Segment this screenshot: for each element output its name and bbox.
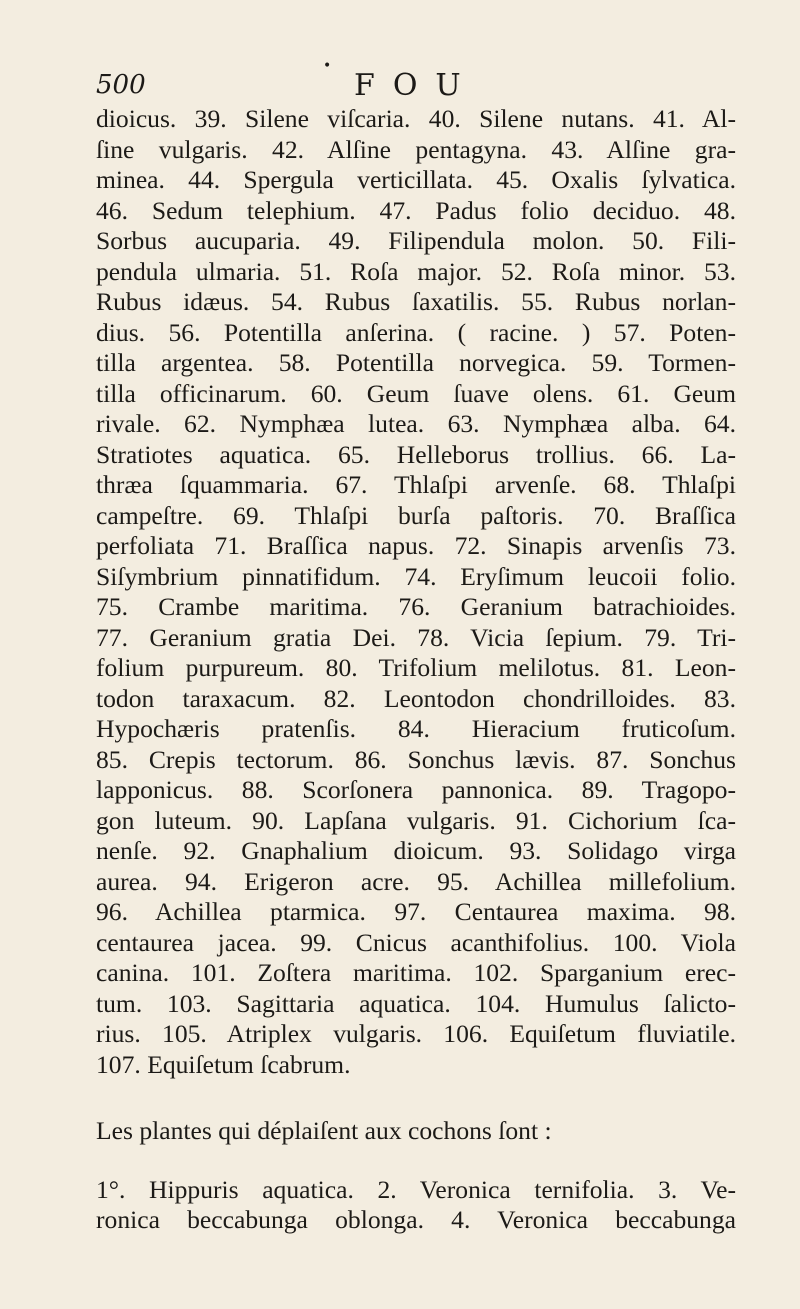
text-line: rius. 105. Atriplex vulgaris. 106. Equiſetum fluviatile. (96, 1019, 736, 1048)
text-line: 77. Geranium gratia Dei. 78. Vicia ſepium. 79. Tri- (96, 622, 736, 652)
text-line: tum. 103. Sagittaria aquatica. 104. Humulus ſalicto- (96, 988, 736, 1018)
text-line: perfoliata 71. Braſſica napus. 72. Sinapis arvenſis 73. (96, 531, 736, 560)
text-line: tilla argentea. 58. Potentilla norvegica. 59. Tormen- (96, 348, 736, 377)
text-line: 85. Crepis tectorum. 86. Sonchus lævis. 87. Sonchus (96, 744, 736, 774)
text-line: dius. 56. Potentilla anſerina. ( racine. ) 57. Poten- (96, 317, 736, 347)
text-line: dioicus. 39. Silene viſcaria. 40. Silene nutans. 41. Al- (96, 104, 736, 133)
text-line: campeſtre. 69. Thlaſpi burſa paſtoris. 70. Braſſica (96, 500, 736, 530)
text-line: nenſe. 92. Gnaphalium dioicum. 93. Solidago virga (96, 836, 736, 865)
text-line: lapponicus. 88. Scorſonera pannonica. 89. Tragopo- (96, 775, 736, 804)
text-line: ronica beccabunga oblonga. 4. Veronica beccabunga (96, 1205, 736, 1234)
page-number: 500 (96, 70, 146, 100)
paragraph-gap (96, 1080, 736, 1116)
text-line: centaurea jacea. 99. Cnicus acanthifolius. 100. Viola (96, 927, 736, 957)
text-line: Hypochæris pratenſis. 84. Hieracium fruticoſum. (96, 714, 736, 743)
text-line: Stratiotes aquatica. 65. Helleborus trollius. 66. La- (96, 439, 736, 469)
section-heading: Les plantes qui déplaiſent aux cochons ſont : (96, 1116, 552, 1145)
text-line: 75. Crambe maritima. 76. Geranium batrachioides. (96, 592, 736, 621)
text-line: canina. 101. Zoſtera maritima. 102. Sparganium erec- (96, 958, 736, 987)
text-line: aurea. 94. Erigeron acre. 95. Achillea millefolium. (96, 866, 736, 896)
text-line: thræa ſquammaria. 67. Thlaſpi arvenſe. 68. Thlaſpi (96, 470, 736, 499)
text-line: tilla officinarum. 60. Geum ſuave olens. 61. Geum (96, 378, 736, 408)
text-line: ſine vulgaris. 42. Alſine pentagyna. 43. Alſine gra- (96, 134, 736, 164)
text-line: pendula ulmaria. 51. Roſa major. 52. Roſa minor. 53. (96, 256, 736, 286)
body-text (96, 104, 736, 1236)
text-line: Siſymbrium pinnatifidum. 74. Eryſimum leucoii folio. (96, 561, 736, 591)
text-line: folium purpureum. 80. Trifolium melilotus. 81. Leon- (96, 653, 736, 682)
ink-mark: • (323, 58, 332, 74)
text-line: 96. Achillea ptarmica. 97. Centaurea maxima. 98. (96, 897, 736, 926)
text-line: minea. 44. Spergula verticillata. 45. Oxalis ſylvatica. (96, 165, 736, 194)
text-line: 107. Equiſetum ſcabrum. (96, 1049, 351, 1079)
paragraph-gap (96, 1147, 736, 1175)
text-line: 1°. Hippuris aquatica. 2. Veronica ternifolia. 3. Ve- (96, 1174, 736, 1204)
text-line: Rubus idæus. 54. Rubus ſaxatilis. 55. Rubus norlan- (96, 287, 736, 316)
text-line: gon luteum. 90. Lapſana vulgaris. 91. Cichorium ſca- (96, 805, 736, 835)
text-line: todon taraxacum. 82. Leontodon chondrilloides. 83. (96, 683, 736, 713)
species-list-paragraph (96, 1175, 736, 1236)
species-list-paragraph (96, 104, 736, 1080)
text-line: rivale. 62. Nymphæa lutea. 63. Nymphæa alba. 64. (96, 409, 736, 438)
running-head: FOU (354, 68, 479, 103)
page-header (96, 68, 736, 108)
text-line: 46. Sedum telephium. 47. Padus folio deciduo. 48. (96, 195, 736, 225)
text-line: Sorbus aucuparia. 49. Filipendula molon. 50. Fili- (96, 226, 736, 255)
